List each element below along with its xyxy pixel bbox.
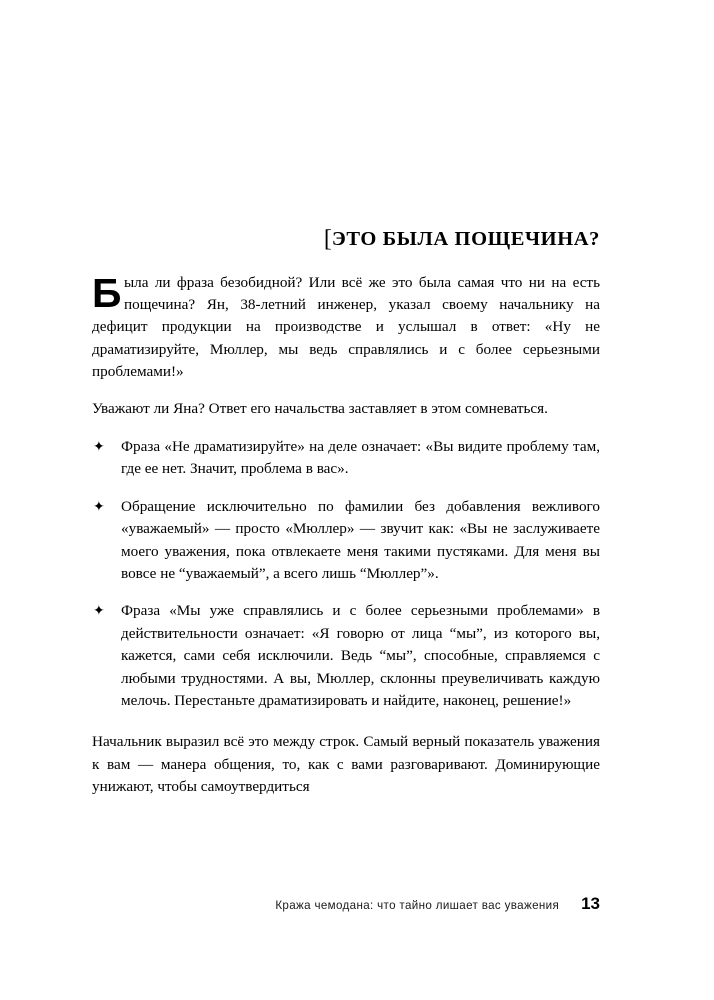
chapter-heading xyxy=(92,228,600,251)
paragraph-opening-text: ыла ли фраза безобидной? Или всё же это была самая что ни на есть пощечина? Ян, 38-летний инженер, указал своему начальнику на дефицит продукции на производстве и услышал в ответ: «Ну не драматизируйте, Мюллер, мы ведь справлялись и с более серьезными проблемами!» xyxy=(92,273,600,381)
page-number: 13 xyxy=(581,894,600,913)
chapter-title-text: ЭТО БЫЛА ПОЩЕЧИНА? xyxy=(331,228,600,250)
interpretation-list xyxy=(92,436,600,712)
four-pointed-star-bullet-icon: ✦ xyxy=(93,438,105,455)
list-item-text: Фраза «Не драматизируйте» на деле означает: «Вы видите проблему там, где ее нет. Значит, проблема в вас». xyxy=(121,437,600,478)
paragraph-closing: Начальник выразил всё это между строк. Самый верный показатель уважения к вам — манера общения, то, как с вами разговаривают. Доминирующие унижают, чтобы самоутвердиться xyxy=(92,733,600,796)
running-head: Кража чемодана: что тайно лишает вас уважения xyxy=(275,899,560,912)
opening-bracket-glyph: [ xyxy=(323,226,332,252)
page-footer xyxy=(92,894,600,916)
drop-cap: Б xyxy=(92,269,121,316)
paragraph-respect-question: Уважают ли Яна? Ответ его начальства заставляет в этом сомневаться. xyxy=(92,399,548,417)
four-pointed-star-bullet-icon: ✦ xyxy=(93,498,105,515)
paragraph-opening xyxy=(92,269,600,384)
list-item xyxy=(92,496,600,586)
list-item-text: Фраза «Мы уже справлялись и с более серьезными проблемами» в действительности означает: «Я говорю от лица “мы”, из которого вы, кажется, сами себя исключили. Ведь “мы”, способные, справляемся с любыми трудностями. А вы, Мюллер, склонны преувеличивать каждую мелочь. Перестаньте драматизировать и найдите, наконец, решение!» xyxy=(121,602,600,710)
list-item-text: Обращение исключительно по фамилии без добавления вежливого «уважаемый» — просто «Мюллер» — звучит как: «Вы не заслуживаете моего уважения, пока отвлекаете меня такими пустяками. Для меня вы вовсе не “уважаемый”, а всего лишь “Мюллер”». xyxy=(121,497,600,583)
list-item xyxy=(92,436,600,481)
page-content xyxy=(92,228,600,799)
list-item xyxy=(92,600,600,712)
four-pointed-star-bullet-icon: ✦ xyxy=(93,603,105,620)
